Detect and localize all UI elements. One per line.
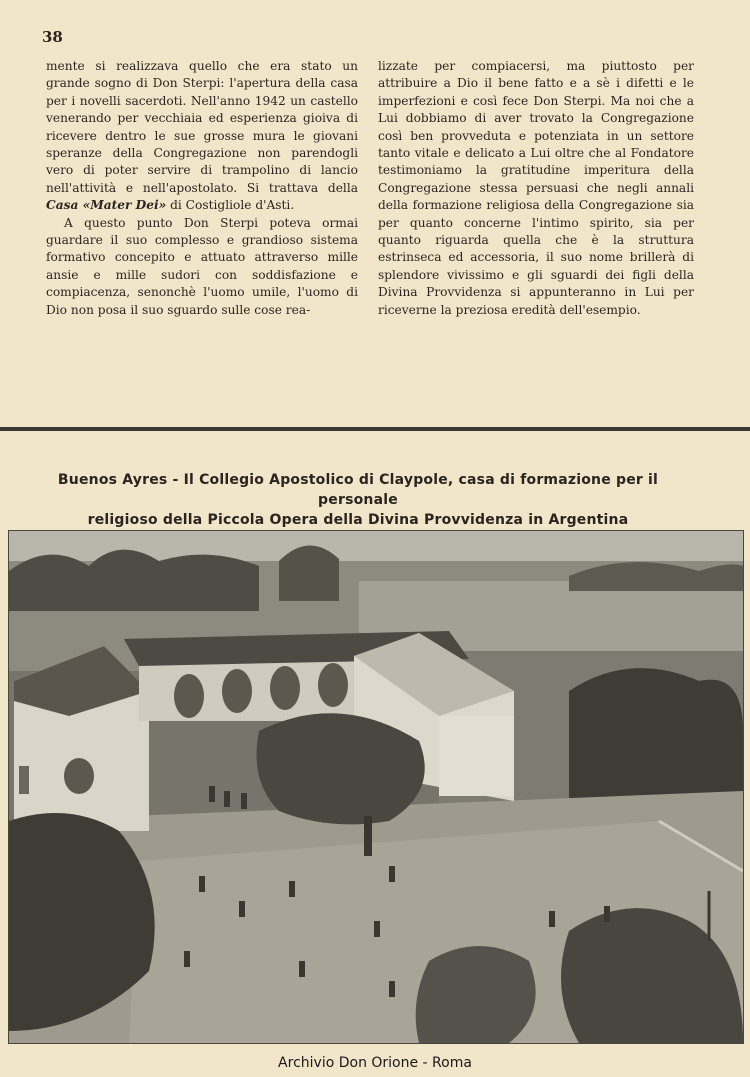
collegio-photo (8, 530, 744, 1044)
page-number: 38 (42, 28, 63, 46)
section-divider (0, 427, 750, 431)
article-paragraph: mente si realizzava quello che era stato un grande sogno di Don Sterpi: l'apertura della casa per i novelli sacerdoti. Nell'anno 1942 un castello venerando per vecchiaia ed esperienza gioiva di ricevere dentro le sue grosse mura le giovani speranze della Congregazione non parendogli vero di poter servire di trampolino di lancio nell'attività e nell'apostolato. Si trattava della Casa «Mater Dei» di Costigliole d'Asti. (46, 59, 358, 213)
photo-caption-line: Buenos Ayres - Il Collegio Apostolico di Claypole, casa di formazione per il personale (57, 472, 659, 508)
article-left-column (46, 58, 358, 319)
house-name: Casa «Mater Dei» (46, 198, 167, 213)
photo-caption (28, 470, 688, 530)
photo-caption-line: religioso della Piccola Opera della Divina Provvidenza in Argentina (87, 512, 629, 528)
article-paragraph: lizzate per compiacersi, ma piuttosto per attribuire a Dio il bene fatto e a sè i difetti e le imperfezioni e così fece Don Sterpi. Ma noi che a Lui dobbiamo di aver trovato la Congregazione così ben provveduta e potenziata in un settore tanto vitale e delicato a Lui oltre che al Fondatore testimoniamo la gratitudine imperitura della Congregazione stessa persuasi che negli annali della formazione religiosa della Congregazione sia per quanto concerne l'intimo spirito, sia per quanto riguarda quella che è la struttura estrinseca ed accessoria, il suo nome brillerà di splendore vivissimo e gli sguardi dei figli della Divina Provvidenza si appunteranno in Lui per riceverne la preziosa eredità dell'esempio. (378, 59, 694, 317)
archive-footer: Archivio Don Orione - Roma (278, 1055, 472, 1071)
article-paragraph: A questo punto Don Sterpi poteva ormai guardare il suo complesso e grandioso sistema formativo concepito e attuato attraverso mille ansie e mille sudori con soddisfazione e compiacenza, senonchè l'uomo umile, l'uomo di Dio non posa il suo sguardo sulle cose rea- (46, 215, 358, 317)
article-right-column (378, 58, 694, 319)
